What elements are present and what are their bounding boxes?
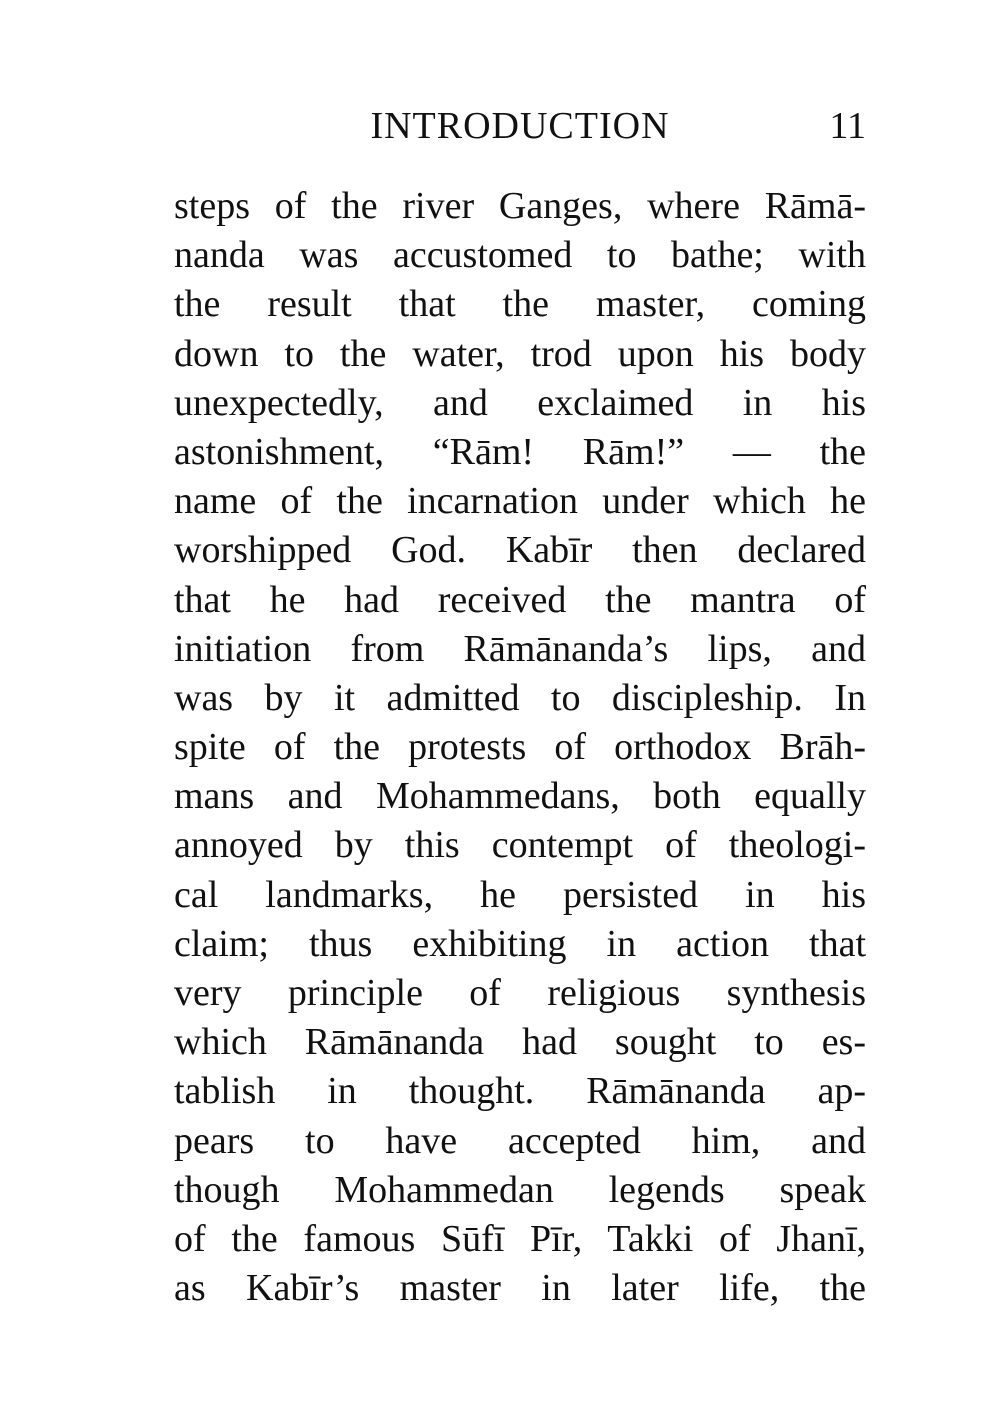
text-line: which Rāmānanda had sought to es- [174,1021,866,1064]
text-line: very principle of religious synthesis [174,972,866,1014]
text-line: spite of the protests of orthodox Brāh- [174,726,866,769]
text-line: claim; thus exhibiting in action that [174,922,866,965]
text-line: astonishment, “Rām! Rām!” — the [174,430,866,473]
text-line: unexpectedly, and exclaimed in his [174,381,866,424]
text-line: down to the water, trod upon his body [174,332,866,375]
body-text [174,182,866,1313]
page-number: 11 [829,105,866,147]
running-head [174,100,866,152]
text-line: nanda was accustomed to bathe; with [174,234,866,277]
text-line: pears to have accepted him, and [174,1119,866,1162]
running-title: INTRODUCTION [370,105,670,147]
text-line: mans and Mohammedans, both equally [174,775,866,818]
text-line: the result that the master, coming [174,283,866,326]
text-line: initiation from Rāmānanda’s lips, and [174,627,866,670]
text-line: tablish in thought. Rāmānanda ap- [174,1070,866,1113]
text-line: cal landmarks, he persisted in his [174,873,866,916]
text-line: as Kabīr’s master in later life, the [174,1267,866,1310]
text-line: of the famous Sūfī Pīr, Takki of Jhanī, [174,1217,866,1260]
text-line: name of the incarnation under which he [174,480,866,523]
text-line: steps of the river Ganges, where Rāmā- [174,185,866,227]
text-line: though Mohammedan legends speak [174,1168,866,1211]
text-line: was by it admitted to discipleship. In [174,676,866,719]
text-line: worshipped God. Kabīr then declared [174,529,866,572]
text-line: that he had received the mantra of [174,578,866,621]
text-line: annoyed by this contempt of theologi- [174,824,866,867]
